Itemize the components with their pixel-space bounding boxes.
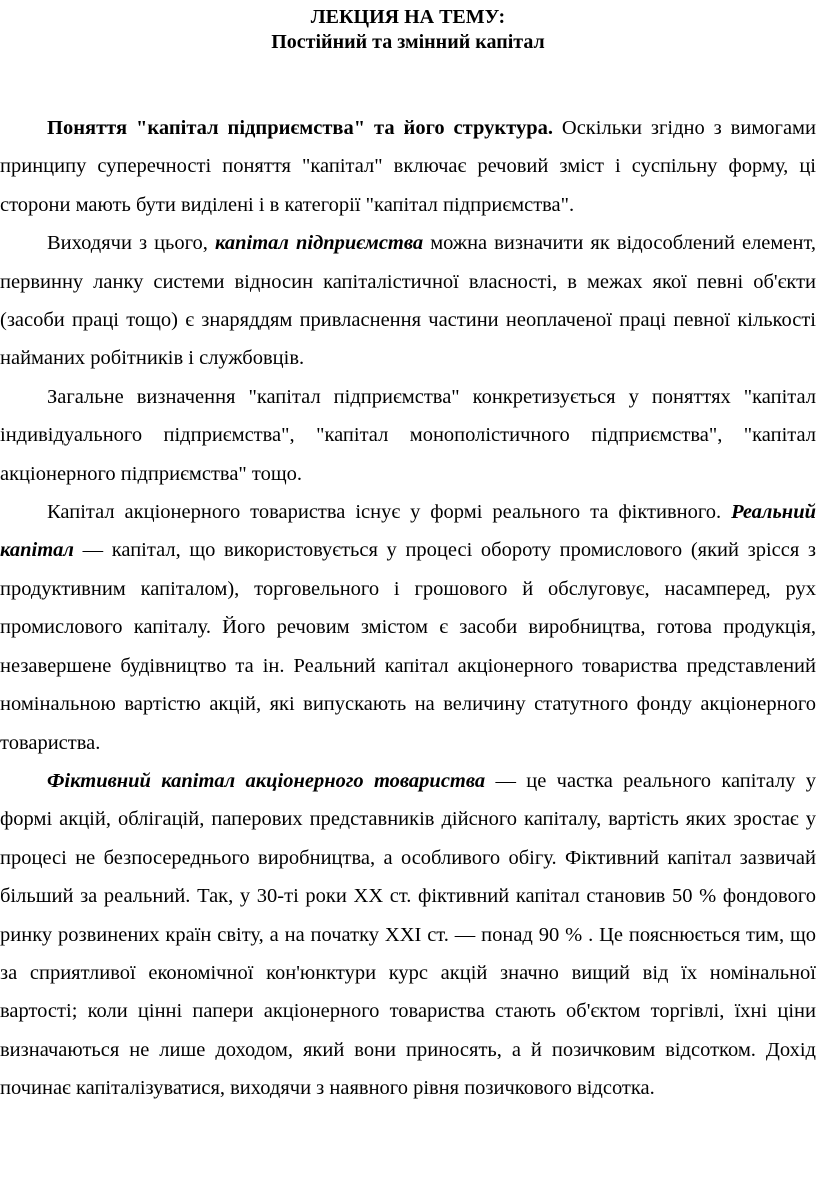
paragraph-4-before: Капітал акціонерного товариства існує у формі реального та фіктивного. [47, 501, 732, 524]
paragraph-2 [0, 224, 816, 378]
paragraph-1 [0, 109, 816, 224]
title-line-2: Постійний та змінний капітал [271, 31, 545, 53]
paragraph-2-before: Виходячи з цього, [47, 232, 215, 255]
paragraph-5-after: — це частка реального капіталу у формі акцій, облігацій, паперових представників дійсного капіталу, вартість яких зростає у процесі не безпосереднього виробництва, а особливого обігу. Фіктивний капітал зазвичай більший за реальний. Так, у 30-ті роки XX ст. фіктивний капітал становив 50 % фондового ринку розвинених країн світу, а на початку XXI ст. — понад 90 % . Це пояснюється тим, що за сприятливої економічної кон'юнктури курс акцій значно вищий від їх номінальної вартості; коли цінні папери акціонерного товариства стають об'єктом торгівлі, їхні ціни визначаються не лише доходом, який вони приносять, а й позичковим відсотком. Дохід починає капіталізуватися, виходячи з наявного рівня позичкового відсотка. [0, 769, 816, 1100]
section-lead: Поняття "капітал підприємства" та його структура. [47, 117, 553, 139]
title-line-1: ЛЕКЦИЯ НА ТЕМУ: [310, 6, 506, 28]
paragraph-4-after: — капітал, що використовується у процесі обороту промислового (який зрісся з продуктивним капіталом), торговельного і грошового й обслуговує, насамперед, рух промислового капіталу. Його речовим змістом є засоби виробництва, готова продукція, незавершене будівництво та ін. Реальний капітал акціонерного товариства представлений номінальною вартістю акцій, які випускають на величину статутного фонду акціонерного товариства. [0, 539, 816, 754]
term-fictitious-capital: Фіктивний капітал акціонерного товариства [47, 769, 486, 792]
paragraph-1-text: Оскільки згідно з вимогами принципу суперечності поняття "капітал" включає речовий зміст і суспільну форму, ці сторони мають бути виділені і в категорії "капітал підприємства". [0, 117, 816, 216]
paragraph-4 [0, 493, 816, 762]
paragraph-2-after: можна визначити як відособлений елемент, первинну ланку системи відносин капіталістичної власності, в межах якої певні об'єкти (засоби праці тощо) є знаряддям привласнення частини неоплаченої праці певної кількості найманих робітників і службовців. [0, 232, 816, 370]
term-real-capital: Реальний капітал [0, 501, 816, 562]
paragraph-5 [0, 762, 816, 1108]
document-body [0, 109, 816, 1108]
lecture-heading [0, 5, 816, 55]
term-enterprise-capital: капітал підприємства [214, 232, 424, 255]
paragraph-3: Загальне визначення "капітал підприємства" конкретизується у поняттях "капітал індивідуального підприємства", "капітал монополістичного підприємства", "капітал акціонерного підприємства" тощо. [0, 385, 816, 485]
